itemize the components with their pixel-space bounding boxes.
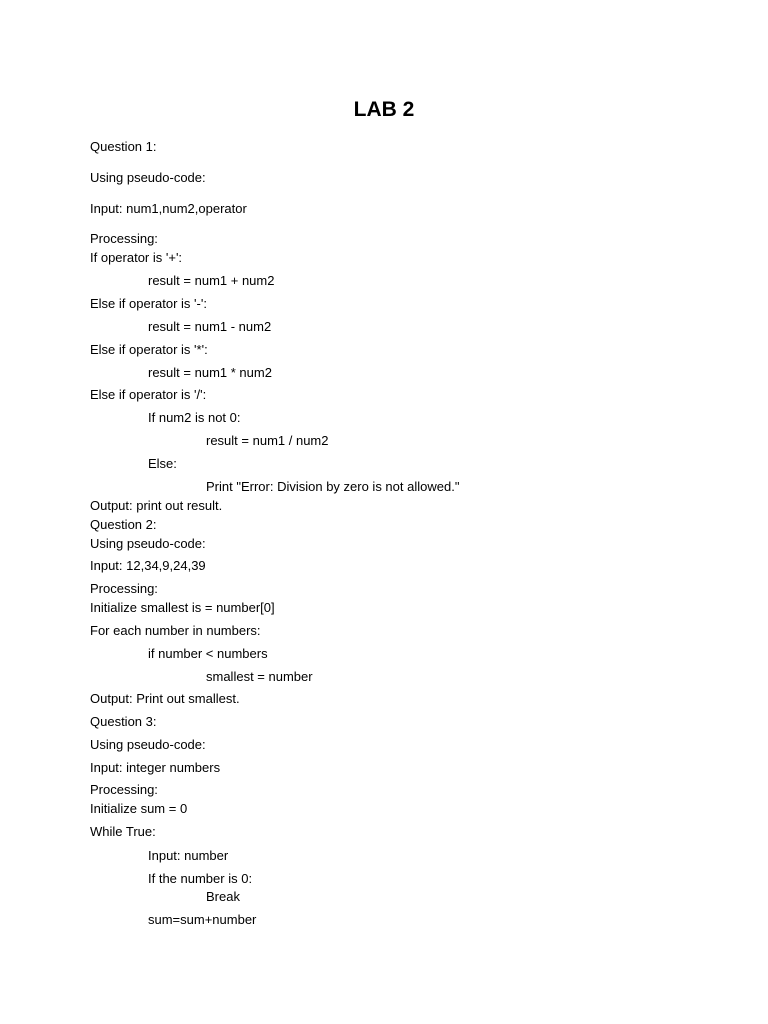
- text-line: While True:: [90, 824, 156, 839]
- text-line: result = num1 / num2: [206, 433, 329, 448]
- question-3-heading: Question 3:: [90, 714, 157, 729]
- text-line: result = num1 + num2: [148, 273, 275, 288]
- text-line: Else if operator is '/':: [90, 387, 207, 402]
- text-line: Input: 12,34,9,24,39: [90, 558, 206, 573]
- question-1-heading: Question 1:: [90, 139, 157, 154]
- text-line: if number < numbers: [148, 646, 268, 661]
- document-title: LAB 2: [353, 98, 415, 121]
- text-line: If the number is 0:: [148, 871, 253, 886]
- text-line: Print "Error: Division by zero is not allowed.": [206, 479, 460, 494]
- text-line: Input: number: [148, 848, 229, 863]
- question-2-heading: Question 2:: [90, 517, 157, 532]
- text-line: Input: integer numbers: [90, 760, 221, 775]
- text-line: Output: print out result.: [90, 498, 223, 513]
- text-line: Processing:: [90, 581, 158, 596]
- text-line: sum=sum+number: [148, 912, 257, 927]
- text-line: Processing:: [90, 231, 158, 246]
- text-line: Processing:: [90, 782, 158, 797]
- text-line: Initialize smallest is = number[0]: [90, 600, 275, 615]
- text-line: result = num1 * num2: [148, 365, 272, 380]
- text-line: Else:: [148, 456, 177, 471]
- text-line: smallest = number: [206, 669, 313, 684]
- text-line: Using pseudo-code:: [90, 737, 206, 752]
- text-line: Output: Print out smallest.: [90, 691, 240, 706]
- text-line: Else if operator is '*':: [90, 342, 208, 357]
- text-line: Initialize sum = 0: [90, 801, 188, 816]
- text-line: Using pseudo-code:: [90, 170, 206, 185]
- text-line: If num2 is not 0:: [148, 410, 241, 425]
- text-line: If operator is '+':: [90, 250, 183, 265]
- text-line: Else if operator is '-':: [90, 296, 207, 311]
- text-line: For each number in numbers:: [90, 623, 261, 638]
- text-line: Break: [206, 889, 240, 904]
- text-line: result = num1 - num2: [148, 319, 272, 334]
- text-line: Using pseudo-code:: [90, 536, 206, 551]
- text-line: Input: num1,num2,operator: [90, 201, 247, 216]
